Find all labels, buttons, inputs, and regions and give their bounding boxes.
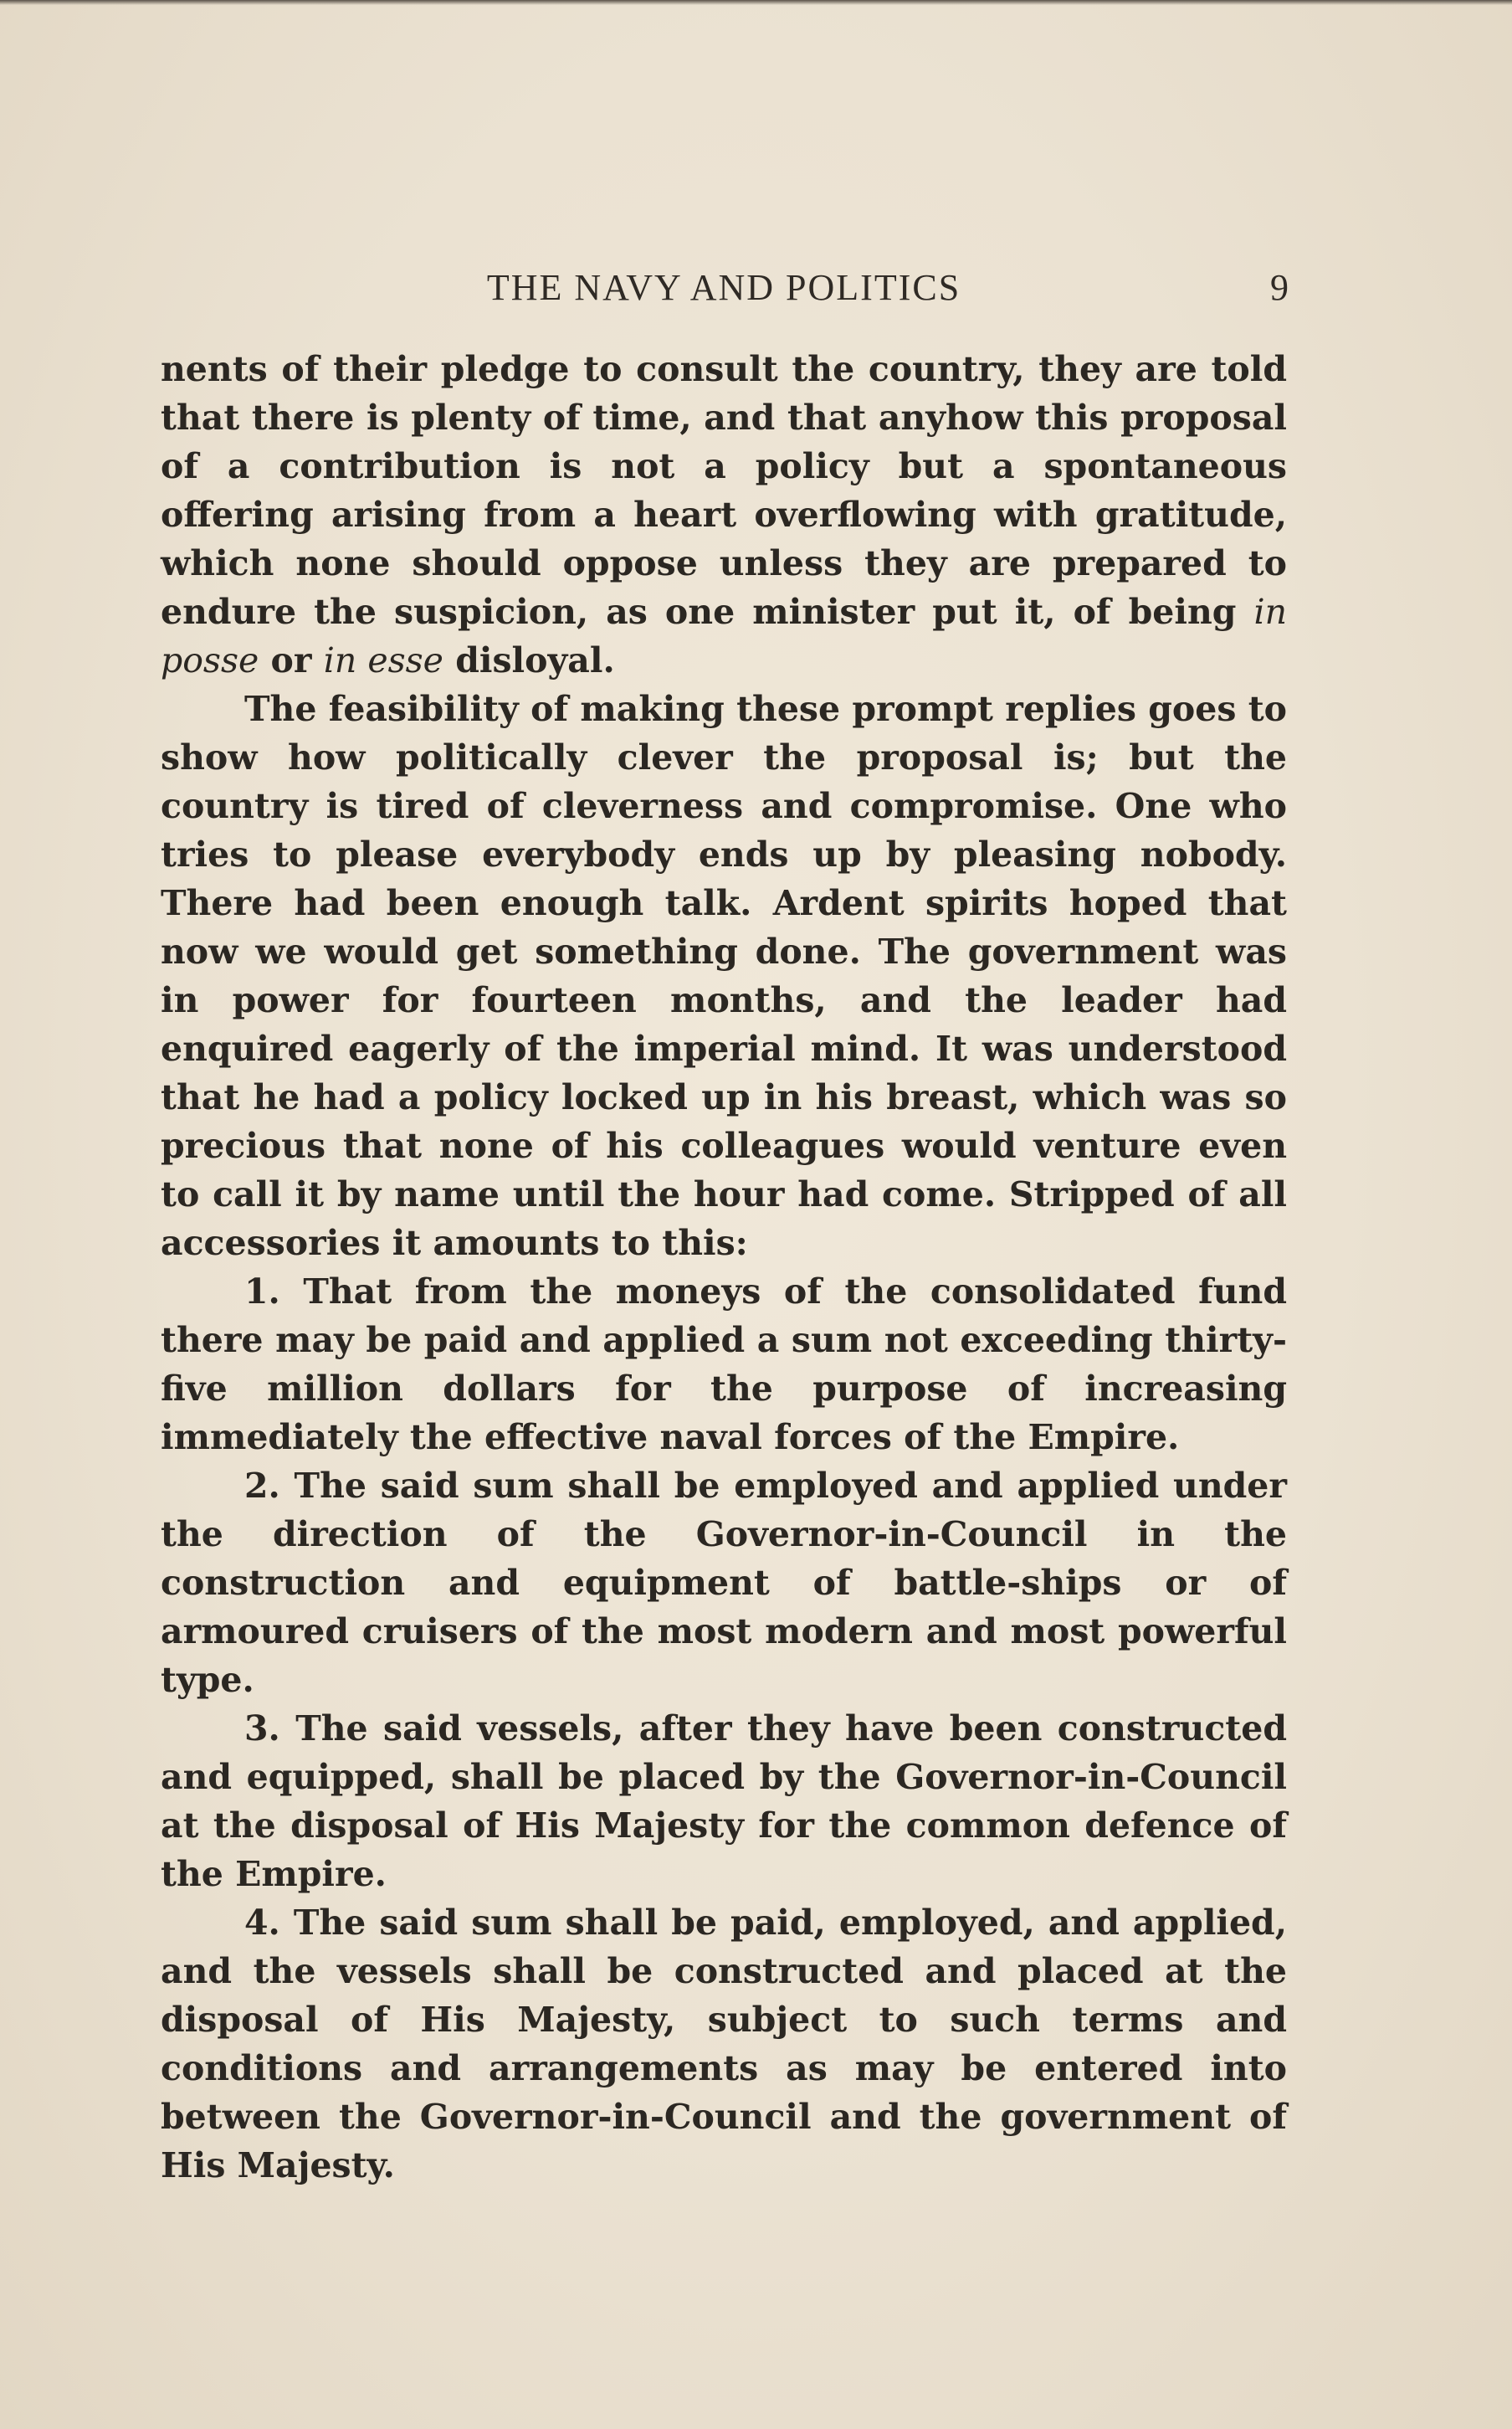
- paragraph-1-text-b: or: [259, 640, 324, 680]
- resolution-item-4: 4. The said sum shall be paid, employed, and applied, and the vessels shall be constructed and placed at the disposal of His Majesty, subject to such terms and conditions and arrangements as may be entered into between the Governor-in-Council and the government of His Majesty.: [161, 1903, 1287, 2185]
- italic-phrase-in-posse: in posse: [161, 592, 1287, 680]
- resolution-item-1: 1. That from the moneys of the consolidated fund there may be paid and applied a sum not exceeding thirty-five million dollars for the purpose of increasing immediately the effective naval forces of the Empire.: [161, 1271, 1287, 1457]
- resolution-item-2: 2. The said sum shall be employed and applied under the direction of the Governor-in-Council in the construction and equipment of battle-ships or of armoured cruisers of the most modern and most powerful type.: [161, 1466, 1287, 1700]
- running-head: THE NAVY AND POLITICS: [486, 267, 961, 308]
- italic-phrase-in-esse: in esse: [323, 640, 443, 680]
- paragraph-1-text-a: nents of their pledge to consult the country, they are told that there is plenty of time, and that anyhow this proposal of a contribution is not a policy but a spontaneous offering arising from a heart overflowing with gratitude, which none should oppose unless they are prepared to endure the suspicion, as one minister put it, of being: [161, 349, 1287, 632]
- paragraph-1: [161, 345, 1287, 685]
- paragraph-2: The feasibility of making these prompt replies goes to show how politically clever the proposal is; but the country is tired of cleverness and compromise. One who tries to please everybody ends up by pleasing nobody. There had been enough talk. Ardent spirits hoped that now we would get something done. The government was in power for fourteen months, and the leader had enquired eagerly of the imperial mind. It was understood that he had a policy locked up in his breast, which was so precious that none of his colleagues would venture even to call it by name until the hour had come. Stripped of all accessories it amounts to this:: [161, 689, 1287, 1263]
- page-top-edge: [0, 0, 1512, 5]
- resolution-item-3: 3. The said vessels, after they have been constructed and equipped, shall be placed by the Governor-in-Council at the disposal of His Majesty for the common defence of the Empire.: [161, 1708, 1287, 1894]
- page-number: 9: [1270, 267, 1289, 308]
- page-header: [159, 259, 1289, 318]
- paragraph-1-text-c: disloyal.: [443, 640, 615, 680]
- body-text: [161, 345, 1287, 2190]
